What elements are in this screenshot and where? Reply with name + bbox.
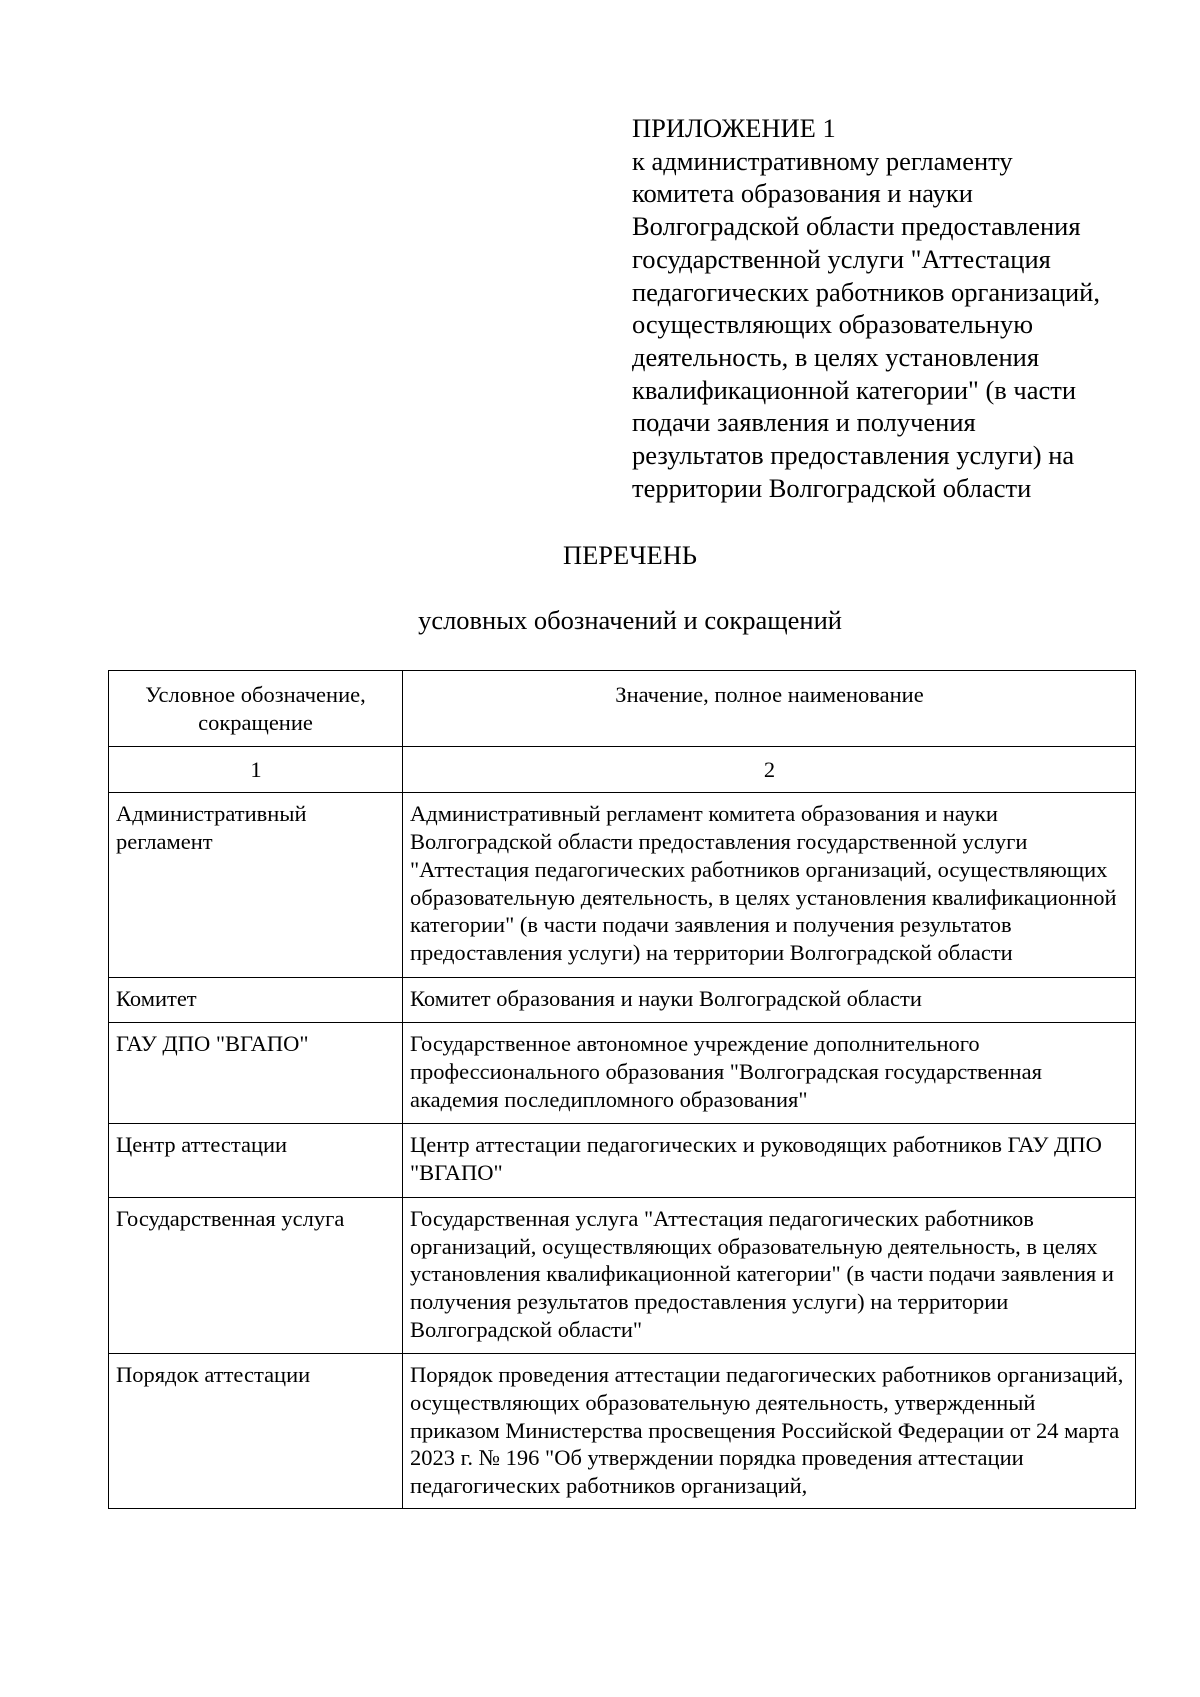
term-cell: Порядок аттестации — [109, 1354, 403, 1509]
appendix-line: подачи заявления и получения — [632, 407, 976, 438]
appendix-line: деятельность, в целях установления — [632, 341, 1040, 372]
appendix-line: педагогических работников организаций, — [632, 276, 1100, 307]
table-row — [109, 793, 1136, 977]
term-cell: Комитет — [109, 977, 403, 1023]
meaning-cell: Порядок проведения аттестации педагогических работников организаций, осуществляющих образовательную деятельность, утвержденный приказом Министерства просвещения Российской Федерации от 24 марта 2023 г. № 196 "Об утверждении порядка проведения аттестации педагогических работников организаций, — [403, 1354, 1136, 1509]
table-row — [109, 1023, 1136, 1124]
meaning-cell: Государственная услуга "Аттестация педагогических работников организаций, осуществляющих образовательную деятельность, в целях установления квалификационной категории" (в части подачи заявления и получения результатов предоставления услуги) на территории Волгоградской области" — [403, 1197, 1136, 1354]
meaning-cell: Административный регламент комитета образования и науки Волгоградской области предоставления государственной услуги "Аттестация педагогических работников организаций, осуществляющих образовательную деятельность, в целях установления квалификационной категории" (в части подачи заявления и получения результатов предоставления услуги) на территории Волгоградской области — [403, 793, 1136, 977]
meaning-cell: Комитет образования и науки Волгоградской области — [403, 977, 1136, 1023]
meaning-cell: Государственное автономное учреждение дополнительного профессионального образования "Волгоградская государственная академия последипломного образования" — [403, 1023, 1136, 1124]
header-meaning: Значение, полное наименование — [403, 671, 1136, 747]
column-number: 1 — [109, 747, 403, 793]
table-header-row — [109, 671, 1136, 747]
column-number: 2 — [403, 747, 1136, 793]
appendix-line: ПРИЛОЖЕНИЕ 1 — [632, 113, 836, 143]
abbreviations-table — [108, 670, 1136, 1509]
table-row — [109, 977, 1136, 1023]
term-cell: ГАУ ДПО "ВГАПО" — [109, 1023, 403, 1124]
table-row — [109, 1124, 1136, 1197]
appendix-line: территории Волгоградской области — [632, 472, 1032, 503]
document-subtitle: условных обозначений и сокращений — [418, 605, 842, 635]
appendix-line: осуществляющих образовательную — [632, 309, 1034, 340]
term-cell: Административный регламент — [109, 793, 403, 977]
document-title: ПЕРЕЧЕНЬ — [562, 540, 697, 570]
column-number-row — [109, 747, 1136, 793]
appendix-line: комитета образования и науки — [632, 178, 973, 209]
appendix-line: квалификационной категории" (в части — [632, 374, 1077, 405]
meaning-cell: Центр аттестации педагогических и руководящих работников ГАУ ДПО "ВГАПО" — [403, 1124, 1136, 1197]
header-term: Условное обозначение, сокращение — [109, 671, 403, 747]
term-cell: Государственная услуга — [109, 1197, 403, 1354]
appendix-line: к административному регламенту — [632, 145, 1013, 176]
appendix-line: результатов предоставления услуги) на — [632, 440, 1075, 471]
term-cell: Центр аттестации — [109, 1124, 403, 1197]
appendix-line: государственной услуги "Аттестация — [632, 243, 1051, 274]
table-row — [109, 1354, 1136, 1509]
appendix-line: Волгоградской области предоставления — [632, 211, 1081, 242]
table-row — [109, 1197, 1136, 1354]
appendix-heading — [632, 112, 1172, 504]
